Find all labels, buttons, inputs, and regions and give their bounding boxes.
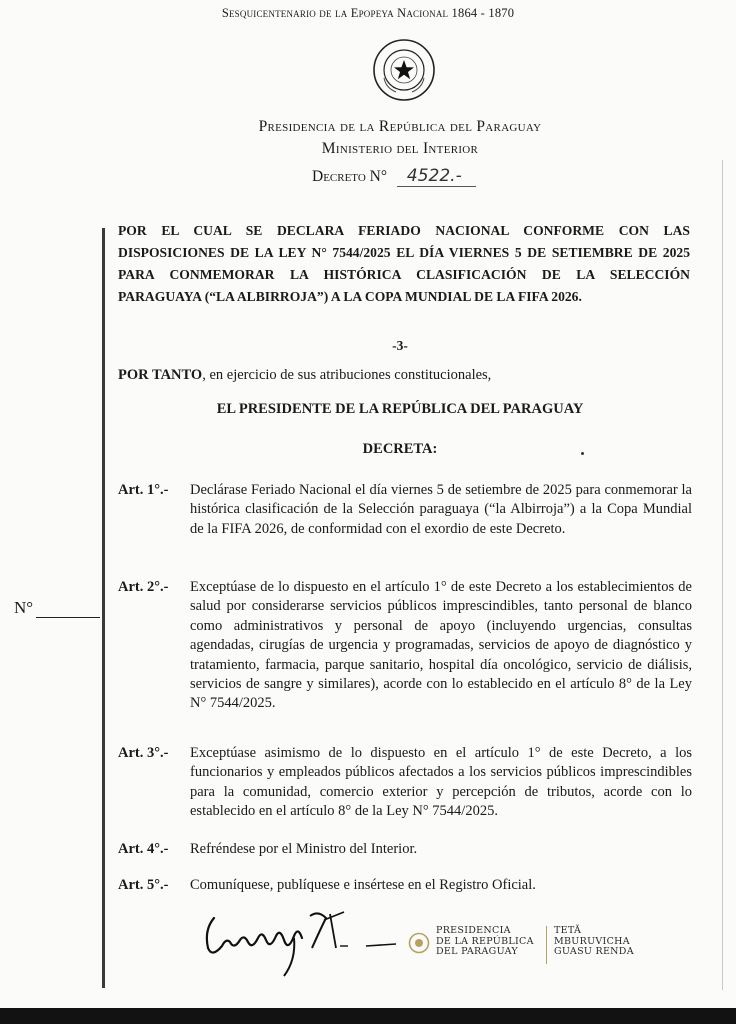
president-heading: EL PRESIDENTE DE LA REPÚBLICA DEL PARAGUAY	[216, 401, 584, 417]
article-label: Art. 5°.-	[118, 877, 169, 893]
article-label: Art. 4°.-	[118, 841, 169, 857]
decree-number-line	[312, 166, 476, 187]
logo-line: PRESIDENCIA	[436, 925, 511, 936]
article-label: Art. 1°.-	[118, 482, 169, 498]
top-note: Sesquicentenario de la Epopeya Nacional 1864 - 1870	[221, 6, 515, 20]
presidency-heading: Presidencia de la República del Paraguay	[258, 118, 542, 135]
article-2	[118, 578, 692, 714]
logo-line: GUASU RENDA	[554, 946, 634, 957]
logo-line: DEL PARAGUAY	[436, 946, 518, 957]
ministry-heading: Ministerio del Interior	[321, 140, 479, 157]
logo-seal-icon	[408, 932, 430, 954]
ink-dot	[581, 452, 584, 455]
handwritten-signature	[200, 890, 400, 980]
article-text: Exceptúase asimismo de lo dispuesto en el artículo 1° de este Decreto, a los funcionarios y empleados públicos afectados a los servicios públicos imprescindibles para la comunidad, comercio exterior y percepción de tributos, acorde con lo establecido en el artículo 8° de la Ley N° 7544/2025.	[190, 745, 692, 820]
article-text: Declárase Feriado Nacional el día viernes 5 de setiembre de 2025 para conmemorar la histórica clasificación de la Selección paraguaya (“la Albirroja”) a la Copa Mundial de la FIFA 2026, de conformidad con el exordio de este Decreto.	[190, 482, 692, 537]
article-1	[118, 481, 692, 539]
decreta-heading: DECRETA:	[362, 441, 438, 457]
por-tanto-rest: , en ejercicio de sus atribuciones constitucionales,	[202, 367, 492, 383]
por-tanto-paragraph	[118, 367, 491, 384]
article-text: Refréndese por el Ministro del Interior.	[190, 841, 418, 857]
right-margin-rule	[722, 160, 723, 990]
logo-right-text	[554, 926, 634, 958]
bottom-bar	[0, 1008, 736, 1024]
margin-number-line	[36, 617, 100, 618]
national-seal-icon	[372, 38, 436, 102]
article-4	[118, 840, 692, 859]
article-3	[118, 744, 692, 822]
margin-number-label: N°	[14, 598, 34, 617]
article-label: Art. 3°.-	[118, 745, 169, 761]
logo-line: DE LA REPÚBLICA	[436, 935, 534, 947]
decree-label: Decreto N°	[312, 168, 388, 185]
article-text: Comuníquese, publíquese e insértese en el Registro Oficial.	[190, 877, 536, 893]
article-label: Art. 2°.-	[118, 579, 169, 595]
logo-left-text	[436, 926, 534, 958]
logo-divider	[546, 926, 547, 964]
por-tanto-lead: POR TANTO	[118, 367, 203, 383]
article-text: Exceptúase de lo dispuesto en el artículo 1° de este Decreto a los establecimientos de salud por considerarse servicios públicos imprescindibles, tanto personal de blanco como administrativos y personal de apoyo (incluyendo urgencias, consultas agendadas, cirugías de urgencia y programadas, servicios de apoyo de diagnóstico y tratamiento, farmacia, parque sanitario, hospital día oncológico, servicio de diálisis, servicios de sangre y similares), acorde con lo establecido en el artículo 8° de la Ley N° 7544/2025.	[190, 579, 692, 712]
presidency-logo	[406, 924, 646, 968]
logo-line: TETÃ	[554, 925, 582, 936]
page-number: -3-	[392, 338, 408, 353]
decree-number: 4522.-	[397, 166, 476, 187]
logo-line: MBURUVICHA	[554, 935, 630, 947]
decree-title: POR EL CUAL SE DECLARA FERIADO NACIONAL CONFORME CON LAS DISPOSICIONES DE LA LEY N° 7544/2025 EL DÍA VIERNES 5 DE SETIEMBRE DE 2025 PARA CONMEMORAR LA HISTÓRICA CLASIFICACIÓN DE LA SELECCIÓN PARAGUAYA (“LA ALBIRROJA”) A LA COPA MUNDIAL DE LA FIFA 2026.	[118, 223, 690, 304]
